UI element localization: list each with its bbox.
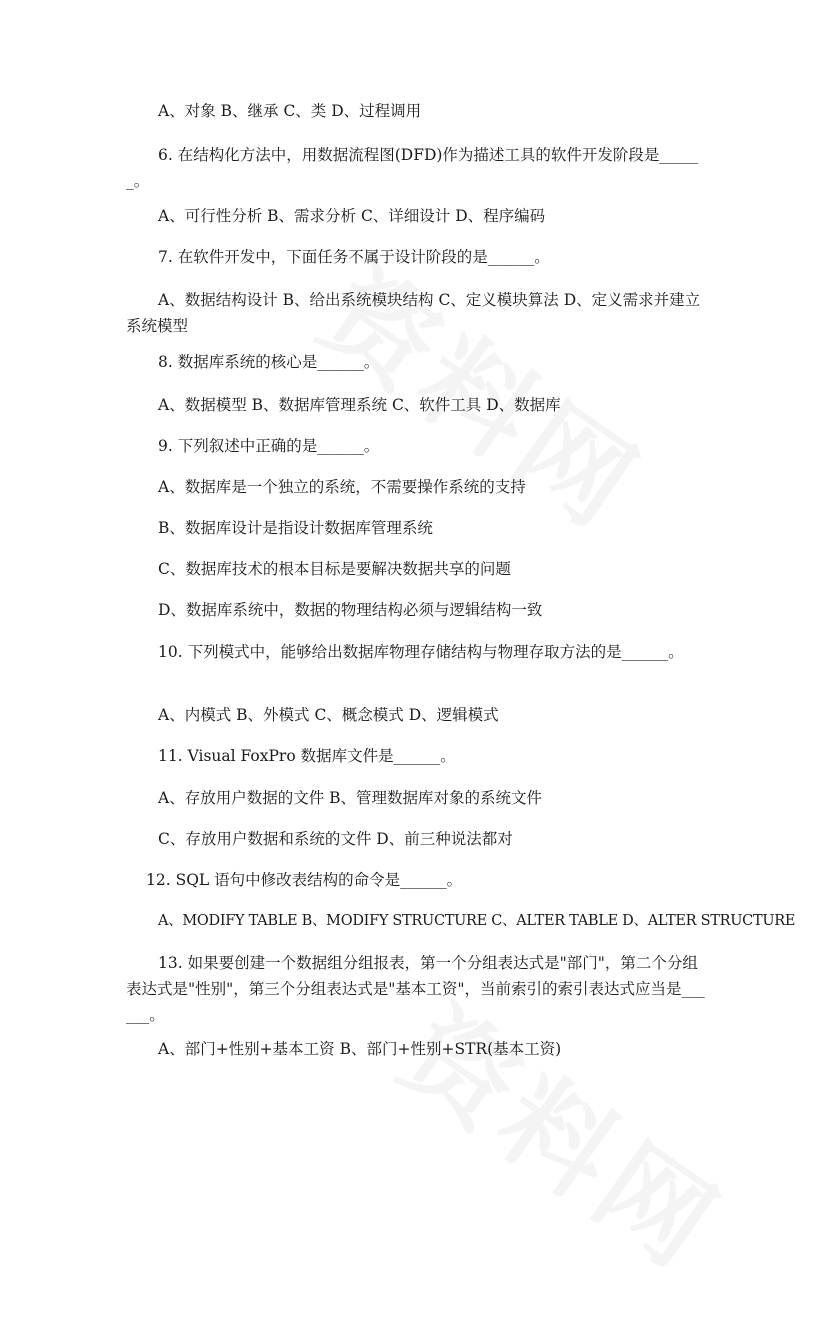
q6-options: A、可行性分析 B、需求分析 C、详细设计 D、程序编码 [158,207,546,225]
q7-options: A、数据结构设计 B、给出系统模块结构 C、定义模块算法 D、定义需求并建立系统模型 [126,291,701,335]
q9-option-a: A、数据库是一个独立的系统，不需要操作系统的支持 [158,478,526,496]
q11-question: 11. Visual FoxPro 数据库文件是______。 [158,747,456,765]
q13-question: 13. 如果要创建一个数据组分组报表，第一个分组表达式是"部门"，第二个分组表达式是"性别"，第三个分组表达式是"基本工资"，当前索引的索引表达式应当是______。 [126,954,705,1024]
q10-options: A、内模式 B、外模式 C、概念模式 D、逻辑模式 [158,706,499,724]
q9-question: 9. 下列叙述中正确的是______。 [158,437,380,455]
q11-option-cd: C、存放用户数据和系统的文件 D、前三种说法都对 [158,830,513,848]
q13-options: A、部门+性别+基本工资 B、部门+性别+STR(基本工资) [158,1040,562,1058]
q6-question: 6. 在结构化方法中，用数据流程图(DFD)作为描述工具的软件开发阶段是______。 [126,146,699,190]
q11-option-ab: A、存放用户数据的文件 B、管理数据库对象的系统文件 [158,789,543,807]
q9-option-b: B、数据库设计是指设计数据库管理系统 [158,519,433,537]
q8-options: A、数据模型 B、数据库管理系统 C、软件工具 D、数据库 [158,396,561,414]
q5-options: A、对象 B、继承 C、类 D、过程调用 [158,102,422,120]
q12-options: A、MODIFY TABLE B、MODIFY STRUCTURE C、ALTER TABLE D、ALTER STRUCTURE [158,913,796,929]
q7-question: 7. 在软件开发中，下面任务不属于设计阶段的是______。 [158,248,550,266]
q9-option-d: D、数据库系统中，数据的物理结构必须与逻辑结构一致 [158,601,543,619]
q10-question: 10. 下列模式中，能够给出数据库物理存储结构与物理存取方法的是______。 [158,643,684,661]
q8-question: 8. 数据库系统的核心是______。 [158,353,380,371]
q12-question: 12. SQL 语句中修改表结构的命令是______。 [146,871,463,889]
q9-option-c: C、数据库技术的根本目标是要解决数据共享的问题 [158,560,511,578]
